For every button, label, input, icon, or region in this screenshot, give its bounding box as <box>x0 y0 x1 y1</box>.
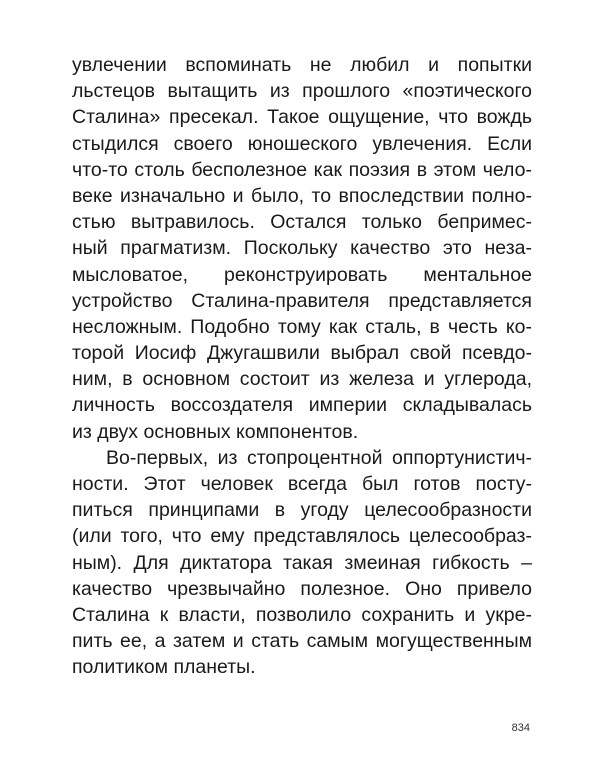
text-line: несложным. Подобно тому как сталь, в честь ко- <box>72 315 532 338</box>
text-line: политиком планеты. <box>72 656 256 679</box>
text-line: мысловатое, реконструировать ментальное <box>72 263 532 286</box>
text-line: увлечении вспоминать не любил и попытки <box>72 54 532 76</box>
text-line: ним, в основном состоит из железа и углерода, <box>72 368 532 391</box>
text-line: Сталина к власти, позволило сохранить и укре- <box>72 603 532 626</box>
paragraph <box>72 445 532 681</box>
body-text <box>72 52 532 681</box>
text-line: ным). Для диктатора такая змеиная гибкость – <box>72 551 532 574</box>
text-line: ности. Этот человек всегда был готов посту- <box>72 473 532 495</box>
text-line: веке изначально и было, то впоследствии полно- <box>72 184 532 207</box>
page-number: 834 <box>511 722 530 734</box>
text-line: что-то столь бесполезное как поэзия в этом чело- <box>72 158 532 181</box>
text-line: Сталина» пресекал. Такое ощущение, что вождь <box>72 106 532 129</box>
paragraph <box>72 52 532 445</box>
text-line: стью вытравилось. Остался только бепримес- <box>72 211 532 234</box>
text-line: питься принципами в угоду целесообразности <box>72 499 532 522</box>
text-line: торой Иосиф Джугашвили выбрал свой псевдо- <box>72 342 532 365</box>
text-line: льстецов вытащить из прошлого «поэтического <box>72 80 532 103</box>
text-line: стыдился своего юношеского увлечения. Если <box>72 132 532 155</box>
text-line: (или того, что ему представлялось целесообраз- <box>72 525 532 548</box>
text-line: качество чрезвычайно полезное. Оно привело <box>72 577 532 600</box>
text-line: личность воссоздателя империи складывалась <box>72 394 532 417</box>
text-line: Во-первых, из стопроцентной оппортунистич- <box>106 446 532 469</box>
text-line: ный прагматизм. Поскольку качество это неза- <box>72 237 532 260</box>
text-line: устройство Сталина-правителя представляется <box>72 289 532 312</box>
text-line: пить ее, а затем и стать самым могущественным <box>72 630 532 653</box>
text-line: из двух основных компонентов. <box>72 420 359 443</box>
